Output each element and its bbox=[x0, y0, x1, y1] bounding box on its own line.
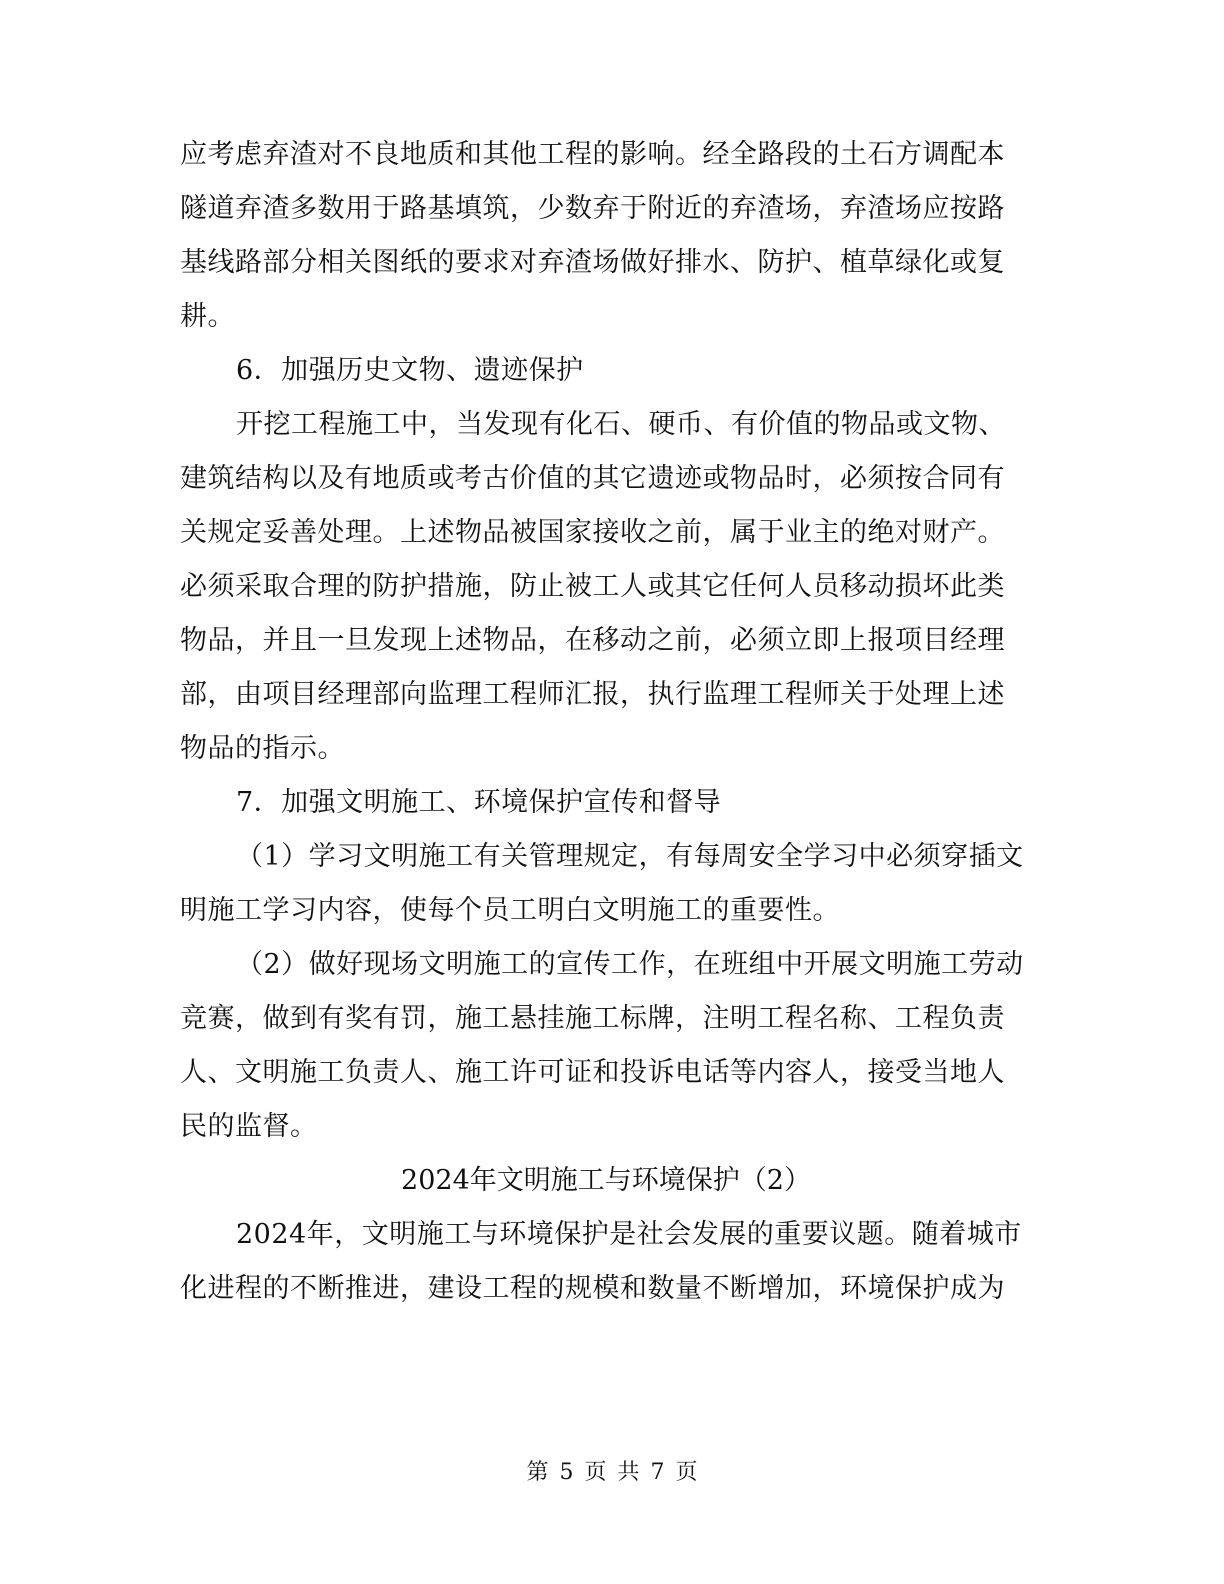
paragraph-item-7-1 bbox=[180, 830, 1032, 938]
text-line: 2024年，文明施工与环境保护是社会发展的重要议题。随着城市 bbox=[236, 1219, 1022, 1250]
text-line: 物品的指示。 bbox=[180, 733, 345, 764]
text-line: 部，由项目经理部向监理工程师汇报，执行监理工程师关于处理上述 bbox=[180, 679, 1005, 710]
item-6-title: 6．加强历史文物、遗迹保护 bbox=[236, 355, 584, 386]
text-line: 必须采取合理的防护措施，防止被工人或其它任何人员移动损坏此类 bbox=[180, 571, 1005, 602]
text-line: （2）做好现场文明施工的宣传工作，在班组中开展文明施工劳动 bbox=[236, 949, 1024, 980]
paragraph-spoil-disposal bbox=[180, 128, 1032, 344]
text-line: 竞赛，做到有奖有罚，施工悬挂施工标牌，注明工程名称、工程负责 bbox=[180, 1003, 1005, 1034]
text-line: 基线路部分相关图纸的要求对弃渣场做好排水、防护、植草绿化或复 bbox=[180, 247, 1005, 278]
text-line: 明施工学习内容，使每个员工明白文明施工的重要性。 bbox=[180, 895, 840, 926]
text-line: 隧道弃渣多数用于路基填筑，少数弃于附近的弃渣场，弃渣场应按路 bbox=[180, 193, 1005, 224]
text-line: 建筑结构以及有地质或考古价值的其它遗迹或物品时，必须按合同有 bbox=[180, 463, 1005, 494]
page-number-footer: 第 5 页 共 7 页 bbox=[526, 1460, 698, 1485]
paragraph-item-7-2 bbox=[180, 938, 1032, 1154]
text-line: 开挖工程施工中，当发现有化石、硬币、有价值的物品或文物、 bbox=[236, 409, 1006, 440]
paragraph-relics-protection bbox=[180, 398, 1032, 776]
text-line: （1）学习文明施工有关管理规定，有每周安全学习中必须穿插文 bbox=[236, 841, 1024, 872]
text-line: 应考虑弃渣对不良地质和其他工程的影响。经全路段的土石方调配本 bbox=[180, 139, 1005, 170]
text-line: 耕。 bbox=[180, 301, 235, 332]
document-body bbox=[180, 128, 1032, 1316]
section-heading: 2024年文明施工与环境保护（2） bbox=[401, 1165, 811, 1196]
item-7-title: 7．加强文明施工、环境保护宣传和督导 bbox=[236, 787, 722, 818]
paragraph-section-intro bbox=[180, 1208, 1032, 1316]
text-line: 民的监督。 bbox=[180, 1111, 318, 1142]
text-line: 化进程的不断推进，建设工程的规模和数量不断增加，环境保护成为 bbox=[180, 1273, 1005, 1304]
text-line: 人、文明施工负责人、施工许可证和投诉电话等内容人，接受当地人 bbox=[180, 1057, 1005, 1088]
text-line: 物品，并且一旦发现上述物品，在移动之前，必须立即上报项目经理 bbox=[180, 625, 1005, 656]
text-line: 关规定妥善处理。上述物品被国家接收之前，属于业主的绝对财产。 bbox=[180, 517, 1005, 548]
